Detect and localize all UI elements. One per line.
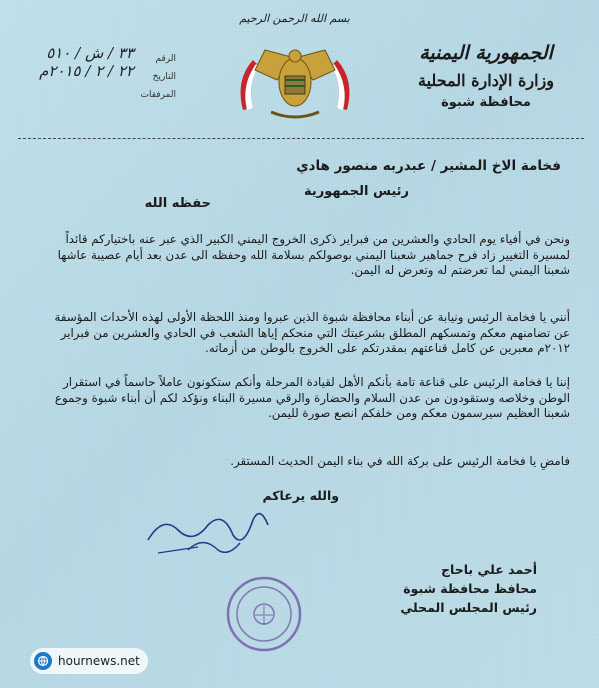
basmala: بسم الله الرحمن الرحيم [239, 12, 350, 25]
signatory-title-2: رئيس المجلس المحلي [400, 600, 537, 615]
attachments-row [26, 86, 176, 104]
signatory-name: أحمد علي باحاج [441, 562, 537, 577]
yemen-emblem-icon [225, 40, 365, 125]
ref-value: ٣٣ / ش / ٥١٠ [46, 44, 134, 62]
governorate-title: محافظة شبوة [441, 95, 531, 110]
addressee-title: رئيس الجمهورية [304, 184, 409, 199]
ministry-title: وزارة الإدارة المحلية [418, 71, 554, 90]
attachments-label: المرفقات [140, 90, 176, 100]
signatory-block [307, 560, 537, 617]
paragraph-2: أنني يا فخامة الرئيس ونيابة عن أبناء محافظة شبوة الذين عبروا ومنذ اللحظة الأولى لهذه الأحداث المؤسفة عن تضامنهم معكم وتمسكهم المطلق بشرعيتك التي منحكم إياها الشعب في الحادي والعشرين من فبراير ٢٠١٢م معبرين عن كامل قناعتهم بمقدرتكم على الخروج بالوطن من أزماته. [54, 310, 570, 356]
date-label: التاريخ [152, 72, 176, 82]
official-stamp-icon [225, 575, 303, 653]
addressee-blessing: حفظه الله [144, 196, 211, 211]
paragraph-3: إننا يا فخامة الرئيس على قناعة تامة بأنكم الأهل لقيادة المرحلة وأنكم ستكونون عاملاً حاسماً في استقرار الوطن وخلاصه وستقودون من عدن السلام والحضارة والرقي مسيرة البناء ونؤكد لكم أن أبناء شبوة وجموع شعبنا العظيم سيرسمون معكم ومن خلفكم انصع صورة لليمن. [54, 375, 570, 421]
handwritten-signature-icon [128, 495, 278, 565]
paragraph-4: فامضِ يا فخامة الرئيس على بركة الله في بناء اليمن الحديث المستقر. [230, 454, 570, 468]
date-row [26, 62, 176, 86]
watermark-text: hournews.net [58, 654, 140, 668]
signatory-title-1: محافظ محافظة شبوة [403, 581, 537, 596]
header-divider [18, 138, 584, 139]
date-value: ٢٢ / ٢ / ٢٠١٥م [39, 62, 134, 80]
paragraph-1: ونحن في أفياء يوم الحادي والعشرين من فبراير ذكرى الخروج اليمني الكبير الذي عبر عنه باختياركم قائداً لمسيرة التغيير زاد فرح جماهير شعبنا اليمني بوصولكم بسلامة الله وحفظه الى عدن بعد أيام عصيبة عاشها شعبنا اليمني لما تعرضتم له وتعرض له اليمن. [57, 232, 570, 278]
globe-icon [34, 652, 52, 670]
republic-title: الجمهورية اليمنية [419, 42, 553, 64]
letterhead-left [26, 44, 176, 104]
closing: والله يرعاكم [262, 488, 339, 503]
letterhead-right [391, 42, 581, 112]
source-watermark [30, 648, 148, 674]
ref-label: الرقم [155, 54, 176, 64]
addressee-name: فخامة الاخ المشير / عبدربه منصور هادي [296, 158, 561, 174]
